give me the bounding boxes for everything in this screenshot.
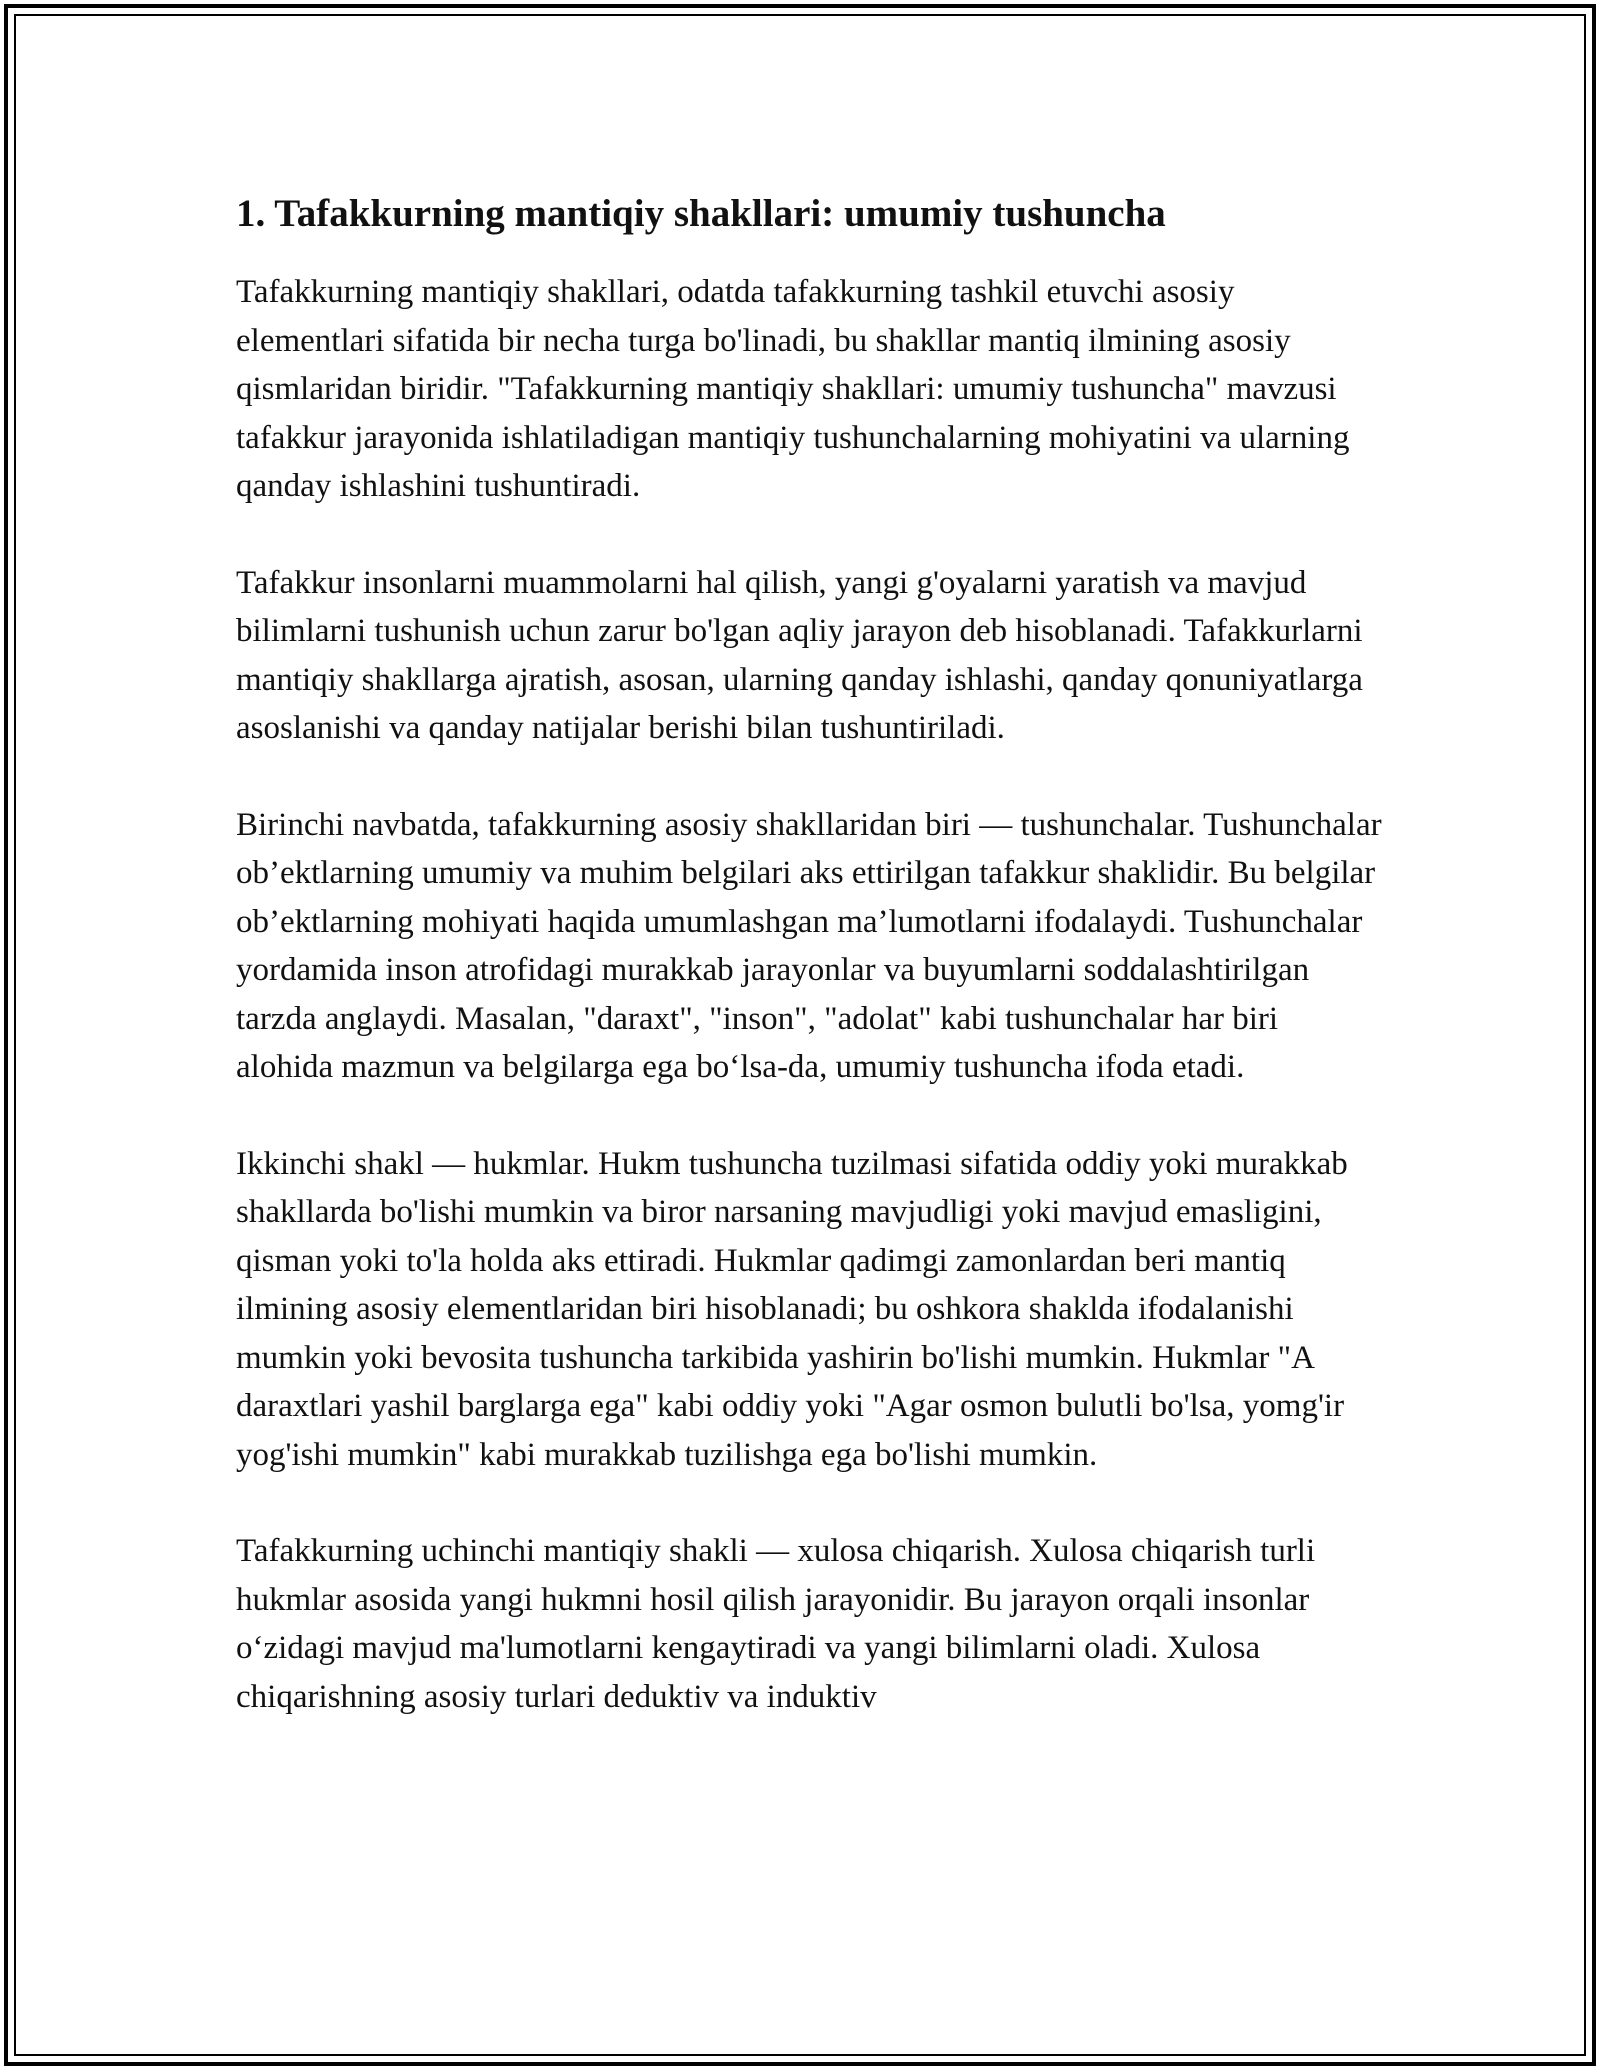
paragraph-3: Birinchi navbatda, tafakkurning asosiy shakllaridan biri — tushunchalar. Tushunchalar ob’ektlarning umumiy va muhim belgilari aks ettirilgan tafakkur shaklidir. Bu belgilar ob’ektlarning mohiyati haqida umumlashgan ma’lumotlarni ifodalaydi. Tushunchalar yordamida inson atrofidagi murakkab jarayonlar va buyumlarni soddalashtirilgan tarzda anglaydi. Masalan, "daraxt", "inson", "adolat" kabi tushunchalar har biri alohida mazmun va belgilarga ega bo‘lsa-da, umumiy tushuncha ifoda etadi. bbox=[236, 806, 1382, 1085]
paragraph-2: Tafakkur insonlarni muammolarni hal qilish, yangi g'oyalarni yaratish va mavjud bilimlarni tushunish uchun zarur bo'lgan aqliy jarayon deb hisoblanadi. Tafakkurlarni mantiqiy shakllarga ajratish, asosan, ularning qanday ishlashi, qanday qonuniyatlarga asoslanishi va qanday natijalar berishi bilan tushuntiriladi. bbox=[236, 564, 1363, 746]
section-heading: 1. Tafakkurning mantiqiy shakllari: umumiy tushuncha bbox=[236, 192, 1166, 235]
paragraph-5: Tafakkurning uchinchi mantiqiy shakli — xulosa chiqarish. Xulosa chiqarish turli hukmlar asosida yangi hukmni hosil qilish jarayonidir. Bu jarayon orqali insonlar o‘zidagi mavjud ma'lumotlarni kengaytiradi va yangi bilimlarni oladi. Xulosa chiqarishning asosiy turlari deduktiv va induktiv bbox=[236, 1533, 1316, 1715]
paragraph-1: Tafakkurning mantiqiy shakllari, odatda tafakkurning tashkil etuvchi asosiy elementlari sifatida bir necha turga bo'linadi, bu shakllar mantiq ilmining asosiy qismlaridan biridir. "Tafakkurning mantiqiy shakllari: umumiy tushuncha" mavzusi tafakkur jarayonida ishlatiladigan mantiqiy tushunchalarning mohiyatini va ularning qanday ishlashini tushuntiradi. bbox=[236, 274, 1350, 504]
document-body bbox=[236, 188, 1382, 1769]
paragraph-4: Ikkinchi shakl — hukmlar. Hukm tushuncha tuzilmasi sifatida oddiy yoki murakkab shakllarda bo'lishi mumkin va biror narsaning mavjudligi yoki mavjud emasligini, qisman yoki to'la holda aks ettiradi. Hukmlar qadimgi zamonlardan beri mantiq ilmining asosiy elementlaridan biri hisoblanadi; bu oshkora shaklda ifodalanishi mumkin yoki bevosita tushuncha tarkibida yashirin bo'lishi mumkin. Hukmlar "A daraxtlari yashil barglarga ega" kabi oddiy yoki "Agar osmon bulutli bo'lsa, yomg'ir yog'ishi mumkin" kabi murakkab tuzilishga ega bo'lishi mumkin. bbox=[236, 1145, 1348, 1473]
